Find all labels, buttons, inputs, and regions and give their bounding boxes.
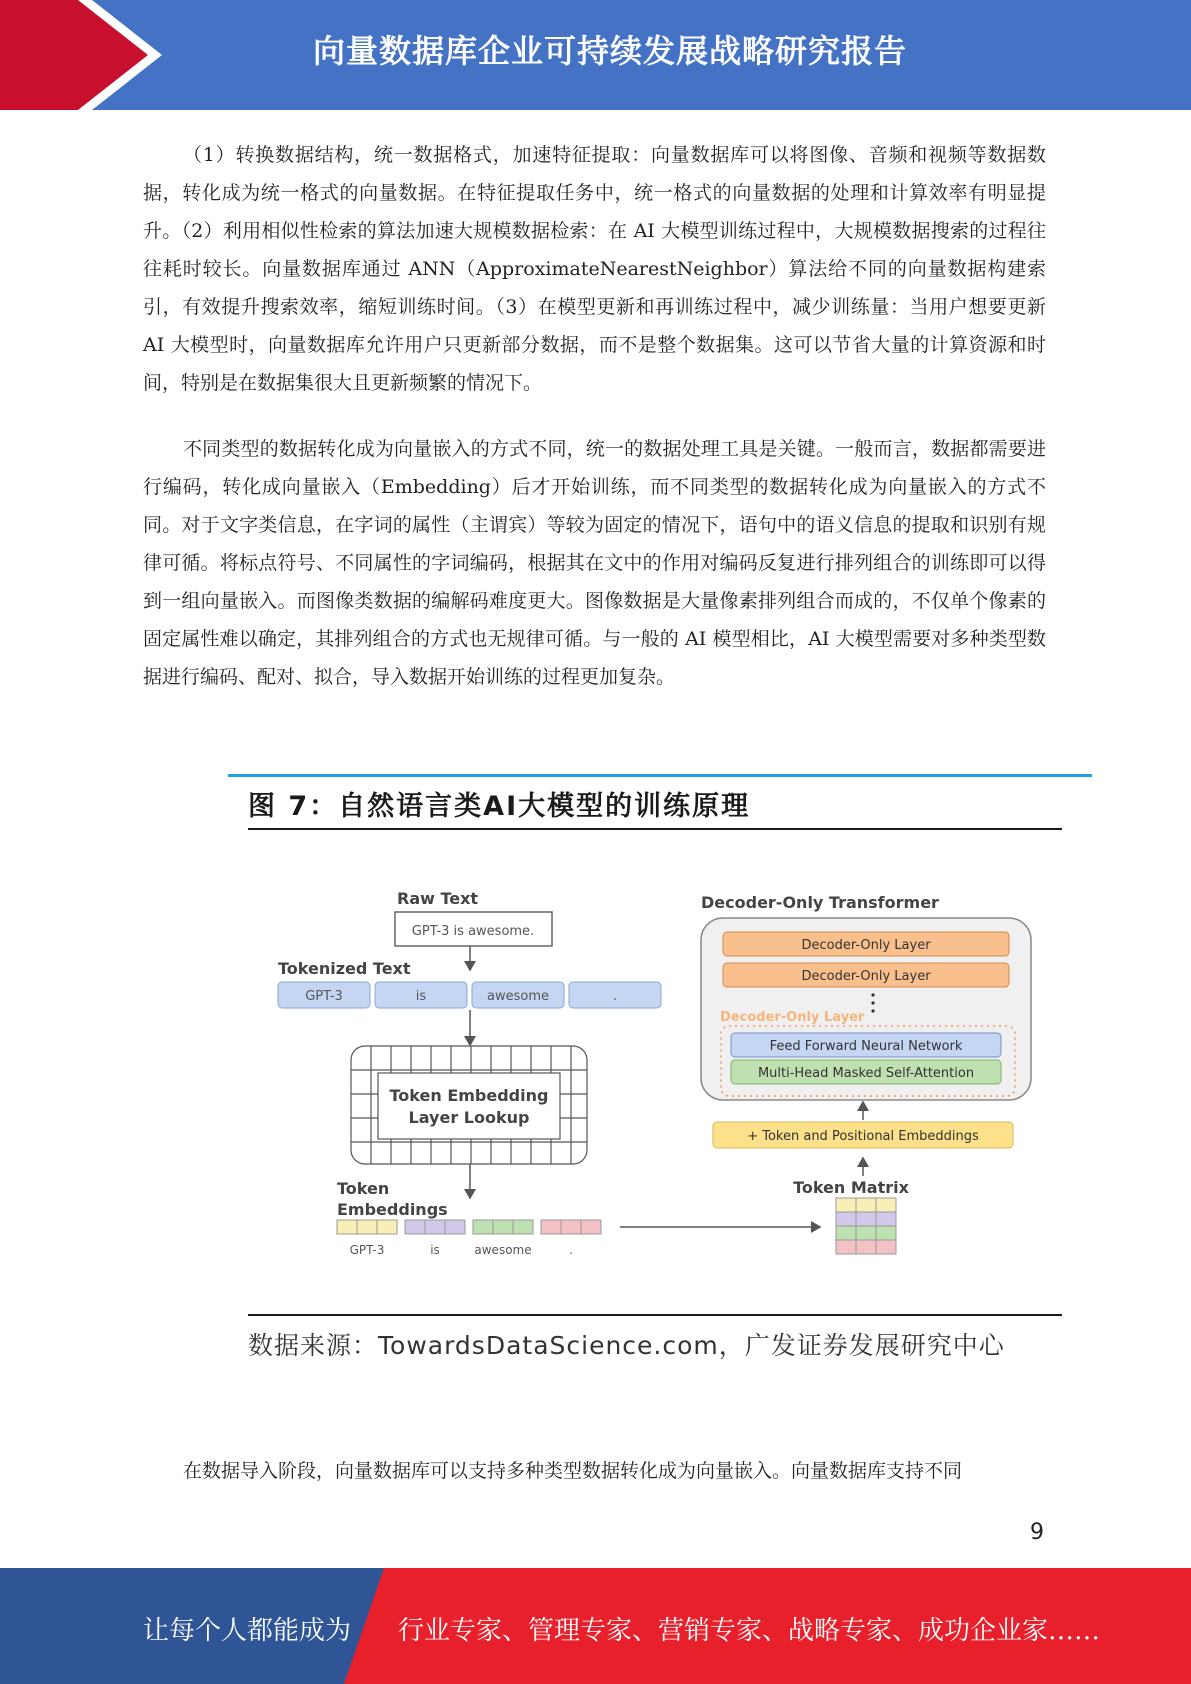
- positional-embeddings-label: + Token and Positional Embeddings: [747, 1129, 979, 1144]
- feed-forward-label: Feed Forward Neural Network: [769, 1039, 963, 1054]
- lookup-label-box: [378, 1073, 560, 1139]
- token-label: awesome: [487, 989, 549, 1004]
- figure-title-rule: [248, 828, 1062, 830]
- ellipsis-dot: [871, 993, 874, 996]
- token-matrix-label: Token Matrix: [793, 1178, 909, 1197]
- footer-slogan-right: 行业专家、管理专家、营销专家、战略专家、成功企业家……: [398, 1616, 1101, 1646]
- page-number: 9: [1030, 1520, 1044, 1545]
- embedding-token-label: is: [430, 1243, 440, 1257]
- lookup-label-line1: Token Embedding: [389, 1086, 549, 1105]
- tokenized-text-label: Tokenized Text: [278, 959, 411, 978]
- page-footer: [0, 1568, 1191, 1684]
- paragraph-2: 不同类型的数据转化成为向量嵌入的方式不同，统一的数据处理工具是关键。一般而言，数据都需要进行编码，转化成向量嵌入（Embedding）后才开始训练，而不同类型的数据转化成为向量嵌入的方式不同。对于文字类信息，在字词的属性（主谓宾）等较为固定的情况下，语句中的语义信息的提取和识别有规律可循。将标点符号、不同属性的字词编码，根据其在文中的作用对编码反复进行排列组合的训练即可以得到一组向量嵌入。而图像类数据的编解码难度更大。图像数据是大量像素排列组合而成的，不仅单个像素的固定属性难以确定，其排列组合的方式也无规律可循。与一般的 AI 模型相比，AI 大模型需要对多种类型数据进行编码、配对、拟合，导入数据开始训练的过程更加复杂。: [143, 438, 1046, 688]
- token-label: .: [612, 989, 618, 1004]
- token-matrix: [836, 1198, 896, 1254]
- embedding-token-label: GPT-3: [349, 1243, 385, 1257]
- page-header: [0, 0, 1191, 110]
- embedding-token-label: awesome: [474, 1243, 532, 1257]
- footer-slogan-left: 让每个人都能成为: [143, 1616, 352, 1646]
- token-label: GPT-3: [305, 989, 343, 1004]
- decoder-layer-label: Decoder-Only Layer: [801, 969, 931, 984]
- paragraph-1: （1）转换数据结构，统一数据格式，加速特征提取：向量数据库可以将图像、音频和视频等数据数据，转化成为统一格式的向量数据。在特征提取任务中，统一格式的向量数据的处理和计算效率有明显提升。（2）利用相似性检索的算法加速大规模数据检索：在 AI 大模型训练过程中，大规模数据搜索的过程往往耗时较长。向量数据库通过 ANN（ApproximateNearestNeighbor）算法给不同的向量数据构建索引，有效提升搜索效率，缩短训练时间。（3）在模型更新和再训练过程中，减少训练量：当用户想要更新 AI 大模型时，向量数据库允许用户只更新部分数据，而不是整个数据集。这可以节省大量的计算资源和时间，特别是在数据集很大且更新频繁的情况下。: [143, 144, 1046, 394]
- ellipsis-dot: [871, 1009, 874, 1012]
- header-title: 向量数据库企业可持续发展战略研究报告: [312, 32, 907, 70]
- raw-text-value: GPT-3 is awesome.: [411, 924, 535, 939]
- decoder-layer-label: Decoder-Only Layer: [801, 938, 931, 953]
- token-label: is: [415, 989, 427, 1004]
- ellipsis-dot: [871, 1001, 874, 1004]
- embedding-vectors: [337, 1220, 601, 1234]
- figure-title: 图 7：自然语言类AI大模型的训练原理: [248, 791, 751, 822]
- attention-label: Multi-Head Masked Self-Attention: [757, 1066, 975, 1081]
- embedding-token-label: .: [569, 1243, 573, 1257]
- figure-source: 数据来源：TowardsDataScience.com，广发证券发展研究中心: [248, 1331, 1005, 1360]
- paragraph-3: 在数据导入阶段，向量数据库可以支持多种类型数据转化成为向量嵌入。向量数据库支持不同: [183, 1460, 963, 1482]
- raw-text-label: Raw Text: [397, 889, 479, 908]
- figure-top-line: [228, 774, 1092, 777]
- lookup-label-line2: Layer Lookup: [408, 1108, 530, 1127]
- transformer-label: Decoder-Only Transformer: [701, 893, 939, 912]
- embeddings-label-line2: Embeddings: [337, 1200, 448, 1219]
- decoder-layer-expanded-label: Decoder-Only Layer: [720, 1010, 865, 1025]
- embeddings-label-line1: Token: [337, 1179, 390, 1198]
- training-diagram: [265, 880, 1035, 1270]
- figure-bottom-rule: [248, 1314, 1062, 1316]
